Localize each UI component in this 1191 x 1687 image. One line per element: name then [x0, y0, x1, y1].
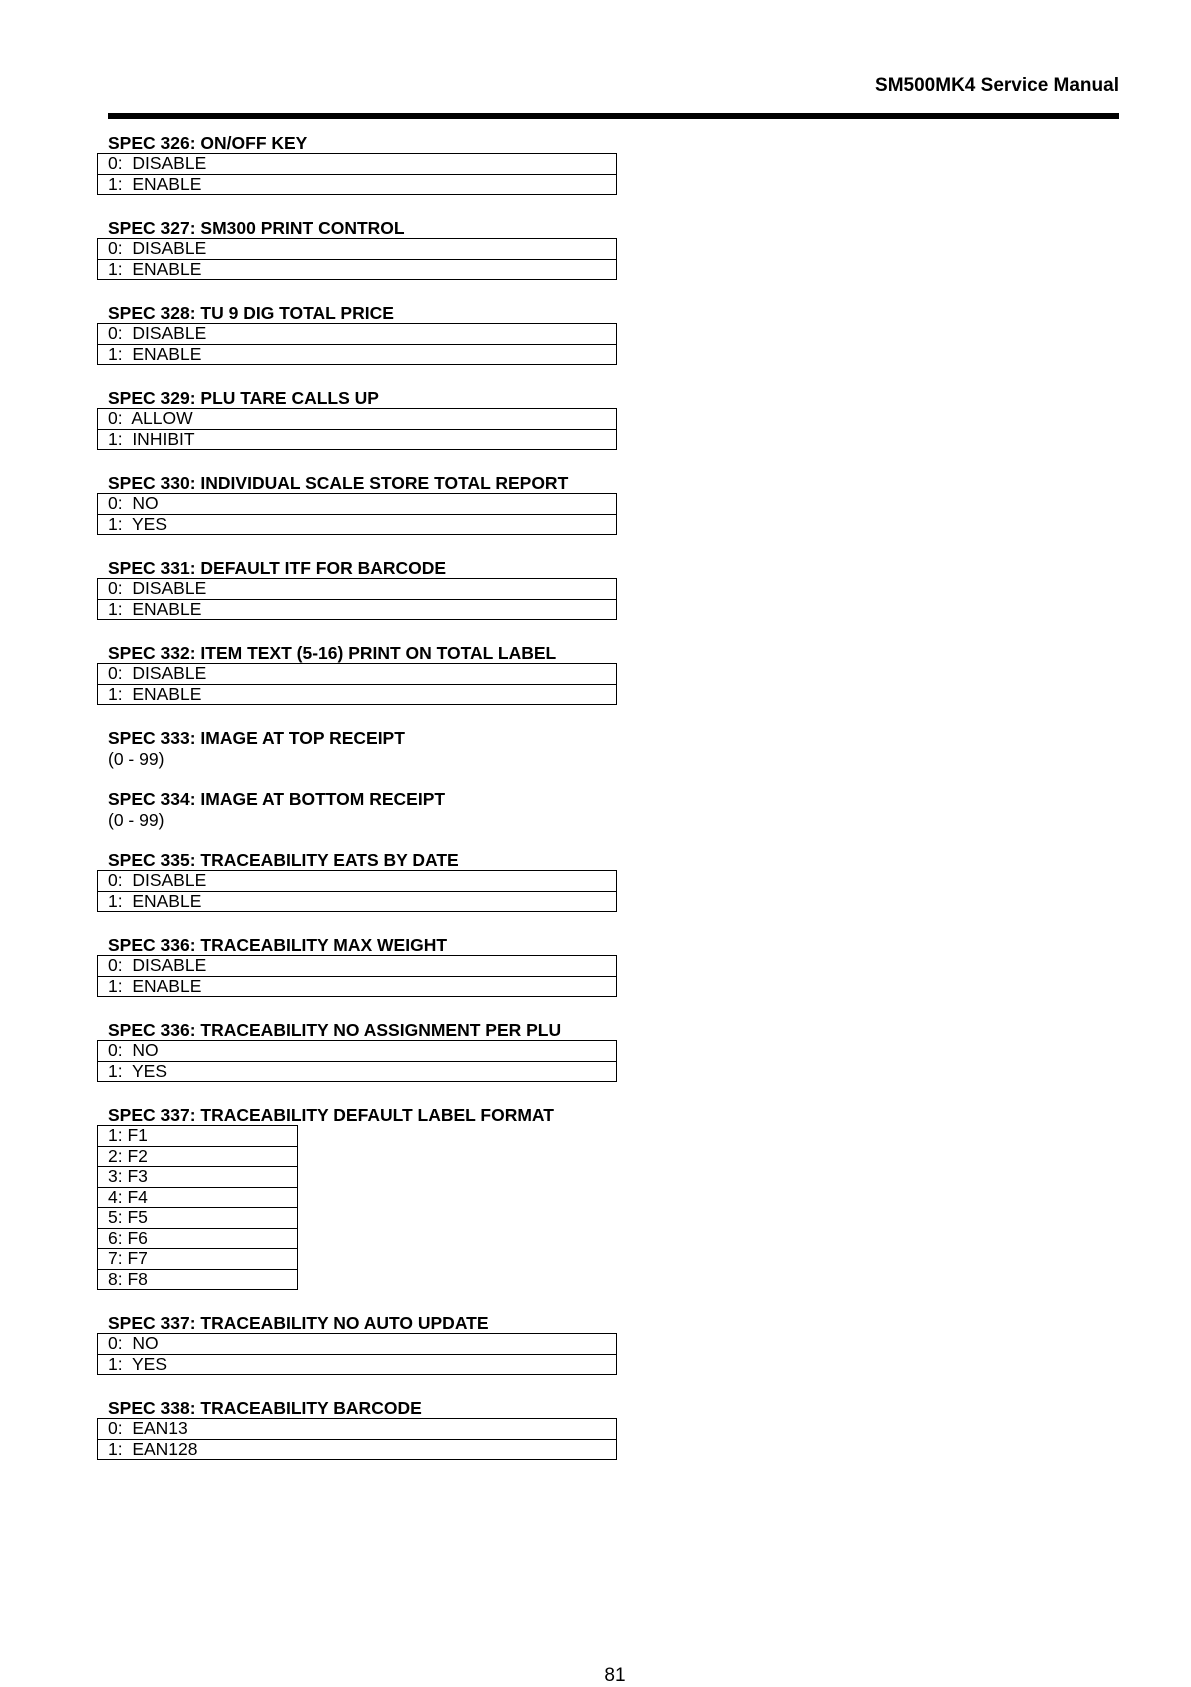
option-row [98, 239, 617, 260]
option-row [98, 579, 617, 600]
spec-title: SPEC 335: TRACEABILITY EATS BY DATE [108, 850, 459, 870]
option-table [97, 1125, 298, 1290]
spec-336-no-assignment [97, 1020, 657, 1082]
option-row [98, 1126, 298, 1147]
option-row [98, 1228, 298, 1249]
option-row [98, 1334, 617, 1355]
option-row [98, 324, 617, 345]
option-cell: 1: YES [98, 514, 617, 535]
option-table [97, 870, 617, 912]
option-row [98, 174, 617, 195]
option-cell: 1: ENABLE [98, 174, 617, 195]
spec-title: SPEC 334: IMAGE AT BOTTOM RECEIPT [108, 789, 446, 809]
option-cell: 3: F3 [98, 1167, 298, 1188]
option-cell: 0: DISABLE [98, 154, 617, 175]
spec-326 [97, 133, 657, 195]
option-cell: 1: YES [98, 1354, 617, 1375]
option-row [98, 599, 617, 620]
manual-title: SM500MK4 Service Manual [875, 75, 1119, 96]
option-table [97, 663, 617, 705]
option-cell: 2: F2 [98, 1146, 298, 1167]
option-cell: 6: F6 [98, 1228, 298, 1249]
option-row [98, 1419, 617, 1440]
option-cell: 0: NO [98, 1334, 617, 1355]
spec-title: SPEC 336: TRACEABILITY MAX WEIGHT [108, 935, 448, 955]
option-cell: 0: DISABLE [98, 239, 617, 260]
spec-range: (0 - 99) [108, 749, 165, 769]
option-table [97, 238, 617, 280]
header-rule [108, 113, 1119, 119]
spec-title: SPEC 329: PLU TARE CALLS UP [108, 388, 379, 408]
spec-329 [97, 388, 657, 450]
option-cell: 0: NO [98, 494, 617, 515]
spec-334 [97, 789, 657, 831]
spec-list [97, 133, 657, 1483]
spec-332 [97, 643, 657, 705]
option-cell: 1: YES [98, 1061, 617, 1082]
option-cell: 0: DISABLE [98, 579, 617, 600]
spec-title: SPEC 337: TRACEABILITY NO AUTO UPDATE [108, 1313, 489, 1333]
option-cell: 1: ENABLE [98, 344, 617, 365]
page-number: 81 [604, 1665, 626, 1686]
option-row [98, 154, 617, 175]
option-cell: 0: ALLOW [98, 409, 617, 430]
option-cell: 1: ENABLE [98, 976, 617, 997]
spec-title: SPEC 327: SM300 PRINT CONTROL [108, 218, 405, 238]
spec-title: SPEC 326: ON/OFF KEY [108, 133, 308, 153]
spec-335 [97, 850, 657, 912]
option-cell: 0: DISABLE [98, 871, 617, 892]
option-row [98, 1146, 298, 1167]
option-row [98, 1167, 298, 1188]
spec-327 [97, 218, 657, 280]
option-row [98, 871, 617, 892]
option-table [97, 578, 617, 620]
option-cell: 0: DISABLE [98, 664, 617, 685]
spec-336-max-weight [97, 935, 657, 997]
option-cell: 4: F4 [98, 1187, 298, 1208]
spec-title: SPEC 331: DEFAULT ITF FOR BARCODE [108, 558, 447, 578]
option-row [98, 1187, 298, 1208]
option-row [98, 429, 617, 450]
spec-337-auto-update [97, 1313, 657, 1375]
option-row [98, 1041, 617, 1062]
option-cell: 1: EAN128 [98, 1439, 617, 1460]
spec-title: SPEC 337: TRACEABILITY DEFAULT LABEL FORMAT [108, 1105, 554, 1125]
spec-title: SPEC 336: TRACEABILITY NO ASSIGNMENT PER PLU [108, 1020, 562, 1040]
spec-title: SPEC 330: INDIVIDUAL SCALE STORE TOTAL REPORT [108, 473, 569, 493]
option-cell: 0: EAN13 [98, 1419, 617, 1440]
option-table [97, 955, 617, 997]
option-row [98, 514, 617, 535]
option-table [97, 408, 617, 450]
option-cell: 1: INHIBIT [98, 429, 617, 450]
option-row [98, 976, 617, 997]
option-cell: 7: F7 [98, 1249, 298, 1270]
option-row [98, 259, 617, 280]
option-cell: 0: DISABLE [98, 324, 617, 345]
option-row [98, 684, 617, 705]
option-row [98, 664, 617, 685]
spec-title: SPEC 332: ITEM TEXT (5-16) PRINT ON TOTAL LABEL [108, 643, 557, 663]
option-row [98, 409, 617, 430]
spec-title: SPEC 333: IMAGE AT TOP RECEIPT [108, 728, 405, 748]
option-table [97, 153, 617, 195]
option-cell: 1: ENABLE [98, 599, 617, 620]
option-row [98, 1061, 617, 1082]
option-row [98, 1354, 617, 1375]
option-row [98, 1269, 298, 1290]
option-table [97, 1040, 617, 1082]
option-table [97, 1333, 617, 1375]
spec-333 [97, 728, 657, 770]
option-cell: 1: ENABLE [98, 891, 617, 912]
spec-338 [97, 1398, 657, 1460]
option-row [98, 1439, 617, 1460]
option-row [98, 891, 617, 912]
spec-range: (0 - 99) [108, 810, 165, 830]
spec-330 [97, 473, 657, 535]
option-row [98, 1249, 298, 1270]
option-cell: 1: F1 [98, 1126, 298, 1147]
option-cell: 8: F8 [98, 1269, 298, 1290]
option-row [98, 494, 617, 515]
option-cell: 5: F5 [98, 1208, 298, 1229]
option-row [98, 1208, 298, 1229]
option-table [97, 1418, 617, 1460]
option-row [98, 956, 617, 977]
option-cell: 0: DISABLE [98, 956, 617, 977]
option-cell: 1: ENABLE [98, 259, 617, 280]
option-cell: 0: NO [98, 1041, 617, 1062]
spec-title: SPEC 328: TU 9 DIG TOTAL PRICE [108, 303, 394, 323]
spec-331 [97, 558, 657, 620]
option-cell: 1: ENABLE [98, 684, 617, 705]
option-table [97, 323, 617, 365]
spec-328 [97, 303, 657, 365]
spec-337-label-format [97, 1105, 657, 1290]
option-table [97, 493, 617, 535]
option-row [98, 344, 617, 365]
spec-title: SPEC 338: TRACEABILITY BARCODE [108, 1398, 422, 1418]
